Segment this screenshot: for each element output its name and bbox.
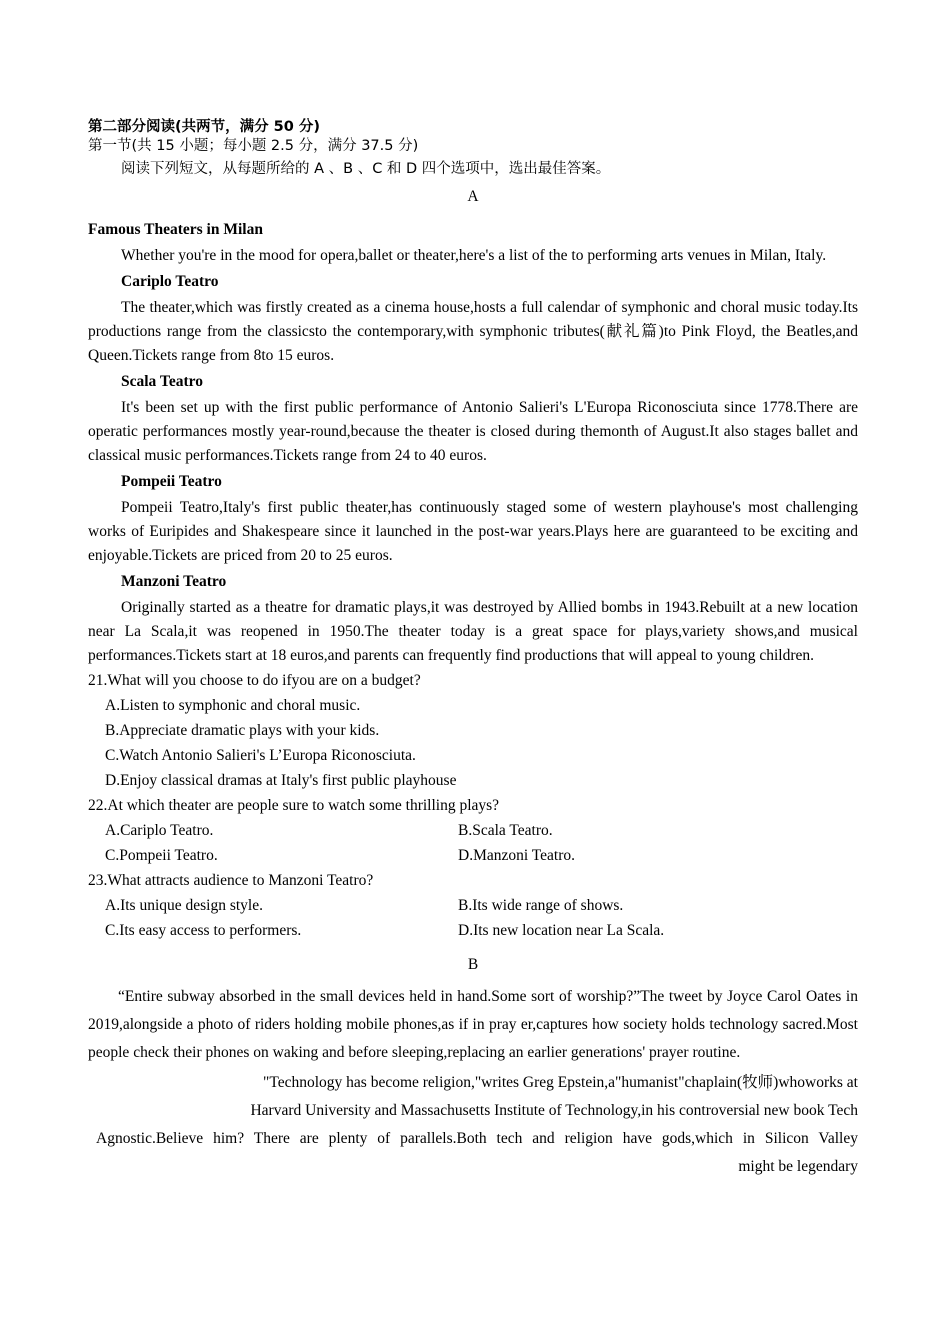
- theater-name-scala: Scala Teatro: [121, 373, 203, 390]
- para-2-line-1: "Technology has become religion,"writes Greg Epstein,a"humanist"chaplain(牧师)whoworks at: [263, 1074, 858, 1091]
- option-a: A.Cariplo Teatro.: [105, 822, 214, 839]
- passage-b-para-1: “Entire subway absorbed in the small devices held in hand.Some sort of worship?”The tweet by Joyce Carol Oates in 2019,alongside a photo of riders holding mobile phones,as if in pray er,captures how society holds technology sacred.Most people check their phones on waking and before sleeping,replacing an earlier generations' prayer routine.: [88, 988, 858, 1061]
- section-title: 第一节(共 15 小题；每小题 2.5 分，满分 37.5 分): [88, 138, 419, 154]
- para-2-line-3: Agnostic.Believe him? There are plenty of parallels.Both tech and religion have gods,which in Silicon Valley: [96, 1130, 858, 1147]
- question-23: [88, 868, 858, 943]
- question-stem: 22.At which theater are people sure to watch some thrilling plays?: [88, 797, 500, 814]
- option-d: D.Its new location near La Scala.: [458, 922, 665, 939]
- question-stem: 21.What will you choose to do ifyou are on a budget?: [88, 672, 421, 689]
- passage-a-label: A: [467, 188, 479, 205]
- option-a: A.Listen to symphonic and choral music.: [105, 697, 361, 714]
- theater-text-manzoni: Originally started as a theatre for dramatic plays,it was destroyed by Allied bombs in 1943.Rebuilt at a new location near La Scala,it was reopened in 1950.The theater today is a great space for plays,variety shows,and musical performances.Tickets start at 18 euros,and parents can frequently find productions that will appeal to young children.: [88, 599, 858, 664]
- option-b: B.Appreciate dramatic plays with your kids.: [105, 722, 380, 739]
- theater-text-pompeii: Pompeii Teatro,Italy's first public theater,has continuously staged some of western playhouse's most challenging works of Euripides and Shakespeare since it launched in the post-war years.Plays here are guaranteed to be exciting and enjoyable.Tickets are priced from 20 to 25 euros.: [88, 499, 858, 564]
- instruction: 阅读下列短文，从每题所给的 A 、B 、C 和 D 四个选项中，选出最佳答案。: [121, 161, 611, 177]
- option-c: C.Its easy access to performers.: [105, 922, 302, 939]
- theater-name-manzoni: Manzoni Teatro: [121, 573, 227, 590]
- question-stem: 23.What attracts audience to Manzoni Teatro?: [88, 872, 374, 889]
- theater-text-scala: It's been set up with the first public performance of Antonio Salieri's L'Europa Riconosciuta since 1778.There are operatic performances mostly year-round,because the theater is closed during themonth of August.It also stages ballet and classical music performances.Tickets range from 24 to 40 euros.: [88, 399, 858, 464]
- exam-page: [88, 118, 858, 1181]
- passage-b-para-2: [88, 1069, 858, 1181]
- passage-b-label: B: [467, 956, 479, 973]
- theater-name-pompeii: Pompeii Teatro: [121, 473, 222, 490]
- para-2-line-2: Harvard University and Massachusetts Institute of Technology,in his controversial new book Tech: [250, 1102, 858, 1119]
- option-c: C.Pompeii Teatro.: [105, 847, 218, 864]
- option-a: A.Its unique design style.: [105, 897, 263, 914]
- option-b: B.Its wide range of shows.: [458, 897, 624, 914]
- option-d: D.Enjoy classical dramas at Italy's first public playhouse: [105, 772, 457, 789]
- option-b: B.Scala Teatro.: [458, 822, 553, 839]
- option-d: D.Manzoni Teatro.: [458, 847, 575, 864]
- passage-a-intro: Whether you're in the mood for opera,ballet or theater,here's a list of the to performing arts venues in Milan, Italy.: [121, 247, 827, 264]
- passage-a-title: Famous Theaters in Milan: [88, 221, 263, 238]
- theater-name-cariplo: Cariplo Teatro: [121, 273, 219, 290]
- theater-text-cariplo: The theater,which was firstly created as a cinema house,hosts a full calendar of symphonic and choral music today.Its productions range from the classicsto the contemporary,with symphonic tributes(献礼篇)to Pink Floyd, the Beatles,and Queen.Tickets range from 8to 15 euros.: [88, 299, 858, 364]
- option-c: C.Watch Antonio Salieri's L’Europa Riconosciuta.: [105, 747, 416, 764]
- part-title: 第二部分阅读(共两节，满分 50 分): [88, 119, 321, 135]
- para-2-line-4: might be legendary: [738, 1158, 858, 1175]
- question-21: [88, 668, 858, 793]
- question-22: [88, 793, 858, 868]
